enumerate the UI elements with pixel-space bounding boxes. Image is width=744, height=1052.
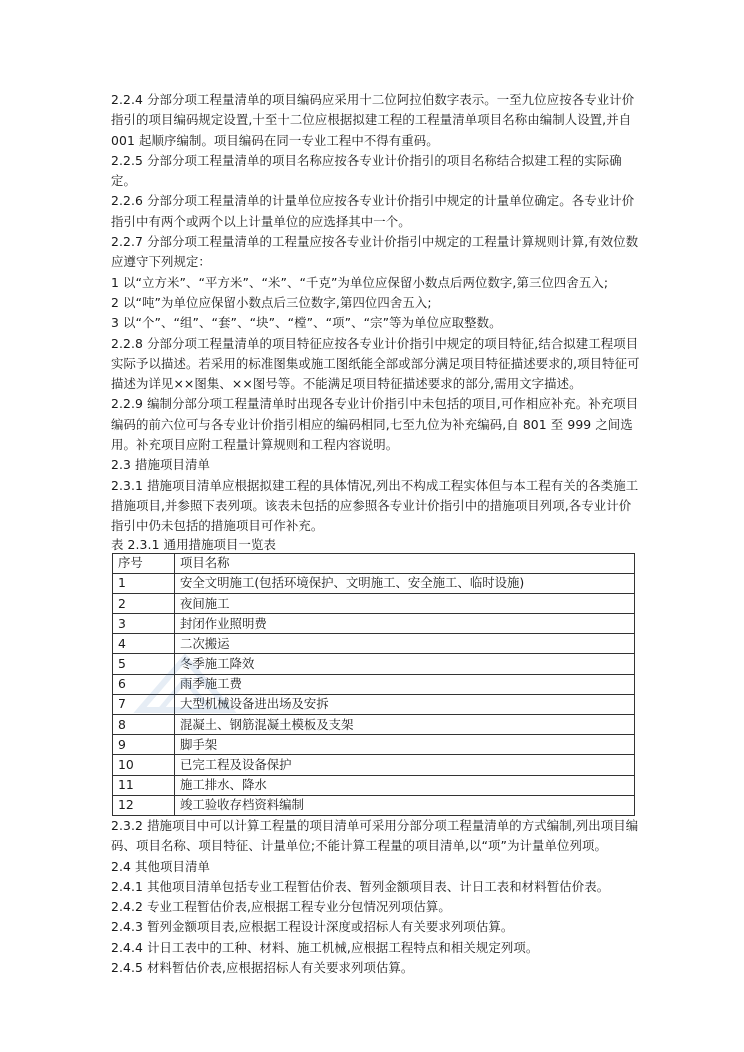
para-2-2-9: 2.2.9 编制分部分项工程量清单时出现各专业计价指引中未包括的项目,可作相应补充。补充项目编码的前六位可与各专业计价指引相应的编码相同,七至九位为补充编码,自 801 至 999 之间选用。补充项目应附工程量计算规则和工程内容说明。 bbox=[111, 396, 639, 453]
para-2-2-7: 2.2.7 分部分项工程量清单的工程量应按各专业计价指引中规定的工程量计算规则计算,有效位数应遵守下列规定： bbox=[111, 234, 639, 270]
table-row bbox=[113, 573, 635, 593]
header-item-name: 项目名称 bbox=[175, 553, 635, 573]
para-2-2-5: 2.2.5 分部分项工程量清单的项目名称应按各专业计价指引的项目名称结合拟建工程的实际确定。 bbox=[111, 152, 622, 189]
row-index: 12 bbox=[113, 795, 175, 815]
row-item-name: 封闭作业照明费 bbox=[175, 614, 635, 634]
table-row bbox=[113, 775, 635, 795]
row-index: 7 bbox=[113, 694, 175, 714]
rule-item-2: 2 以“吨”为单位应保留小数点后三位数字,第四位四舍五入; bbox=[111, 294, 432, 310]
row-index: 1 bbox=[113, 573, 175, 593]
document-page bbox=[111, 90, 641, 978]
bottom-section bbox=[111, 816, 641, 978]
row-item-name: 施工排水、降水 bbox=[175, 775, 635, 795]
para-2-4-3: 2.4.3 暂列金额项目表,应根据工程设计深度或招标人有关要求列项估算。 bbox=[111, 919, 514, 935]
row-item-name: 混凝土、钢筋混凝土模板及支架 bbox=[175, 715, 635, 735]
row-item-name: 已完工程及设备保护 bbox=[175, 755, 635, 775]
rule-item-1: 1 以“立方米”、“平方米”、“米”、“千克”为单位应保留小数点后两位数字,第三位四舍五入; bbox=[111, 274, 609, 290]
header-index: 序号 bbox=[113, 553, 175, 573]
row-index: 9 bbox=[113, 735, 175, 755]
table-row bbox=[113, 735, 635, 755]
top-section bbox=[111, 90, 641, 537]
row-item-name: 夜间施工 bbox=[175, 593, 635, 613]
para-2-3-1: 2.3.1 措施项目清单应根据拟建工程的具体情况,列出不构成工程实体但与本工程有关的各类施工措施项目,并参照下表列项。该表未包括的应参照各专业计价指引中的措施项目列项,各专业计价指引中仍未包括的措施项目可作补充。 bbox=[111, 477, 639, 534]
row-index: 2 bbox=[113, 593, 175, 613]
row-index: 4 bbox=[113, 634, 175, 654]
para-2-2-8: 2.2.8 分部分项工程量清单的项目特征应按各专业计价指引中规定的项目特征,结合拟建工程项目实际予以描述。若采用的标准图集或施工图纸能全部或部分满足项目特征描述要求的,项目特征可描述为详见××图集、××图号等。不能满足项目特征描述要求的部分,需用文字描述。 bbox=[111, 335, 640, 392]
para-2-4-2: 2.4.2 专业工程暂估价表,应根据工程专业分包情况列项估算。 bbox=[111, 899, 451, 915]
table-row bbox=[113, 795, 635, 815]
table-row bbox=[113, 593, 635, 613]
row-item-name: 大型机械设备进出场及安拆 bbox=[175, 694, 635, 714]
row-index: 8 bbox=[113, 715, 175, 735]
table-caption: 表 2.3.1 通用措施项目一览表 bbox=[111, 536, 277, 552]
row-index: 10 bbox=[113, 755, 175, 775]
para-2-4-4: 2.4.4 计日工表中的工种、材料、施工机械,应根据工程特点和相关规定列项。 bbox=[111, 939, 539, 955]
para-2-3-2: 2.3.2 措施项目中可以计算工程量的项目清单可采用分部分项工程量清单的方式编制,列出项目编码、项目名称、项目特征、计量单位;不能计算工程量的项目清单,以“项”为计量单位列项。 bbox=[111, 817, 639, 854]
table-row bbox=[113, 614, 635, 634]
table-row bbox=[113, 755, 635, 775]
para-2-4-1: 2.4.1 其他项目清单包括专业工程暂估价表、暂列金额项目表、计日工表和材料暂估价表。 bbox=[111, 878, 610, 894]
row-item-name: 雨季施工费 bbox=[175, 674, 635, 694]
section-heading-2-3: 2.3 措施项目清单 bbox=[111, 457, 210, 473]
row-index: 5 bbox=[113, 654, 175, 674]
row-index: 11 bbox=[113, 775, 175, 795]
row-item-name: 二次搬运 bbox=[175, 634, 635, 654]
para-2-2-4: 2.2.4 分部分项工程量清单的项目编码应采用十二位阿拉伯数字表示。一至九位应按各专业计价指引的项目编码规定设置,十至十二位应根据拟建工程的工程量清单项目名称由编制人设置,并自 001 起顺序编制。项目编码在同一专业工程中不得有重码。 bbox=[111, 92, 635, 148]
row-item-name: 安全文明施工(包括环境保护、文明施工、安全施工、临时设施) bbox=[175, 573, 635, 593]
row-item-name: 冬季施工降效 bbox=[175, 654, 635, 674]
watermark-logo bbox=[130, 650, 240, 720]
section-heading-2-4: 2.4 其他项目清单 bbox=[111, 858, 210, 874]
table-header-row bbox=[113, 553, 635, 573]
rule-item-3: 3 以“个”、“组”、“套”、“块”、“樘”、“项”、“宗”等为单位应取整数。 bbox=[111, 315, 502, 331]
row-item-name: 竣工验收存档资料编制 bbox=[175, 795, 635, 815]
para-2-4-5: 2.4.5 材料暂估价表,应根据招标人有关要求列项估算。 bbox=[111, 960, 414, 976]
row-index: 3 bbox=[113, 614, 175, 634]
row-index: 6 bbox=[113, 674, 175, 694]
para-2-2-6: 2.2.6 分部分项工程量清单的计量单位应按各专业计价指引中规定的计量单位确定。各专业计价指引中有两个或两个以上计量单位的应选择其中一个。 bbox=[111, 193, 635, 229]
row-item-name: 脚手架 bbox=[175, 735, 635, 755]
